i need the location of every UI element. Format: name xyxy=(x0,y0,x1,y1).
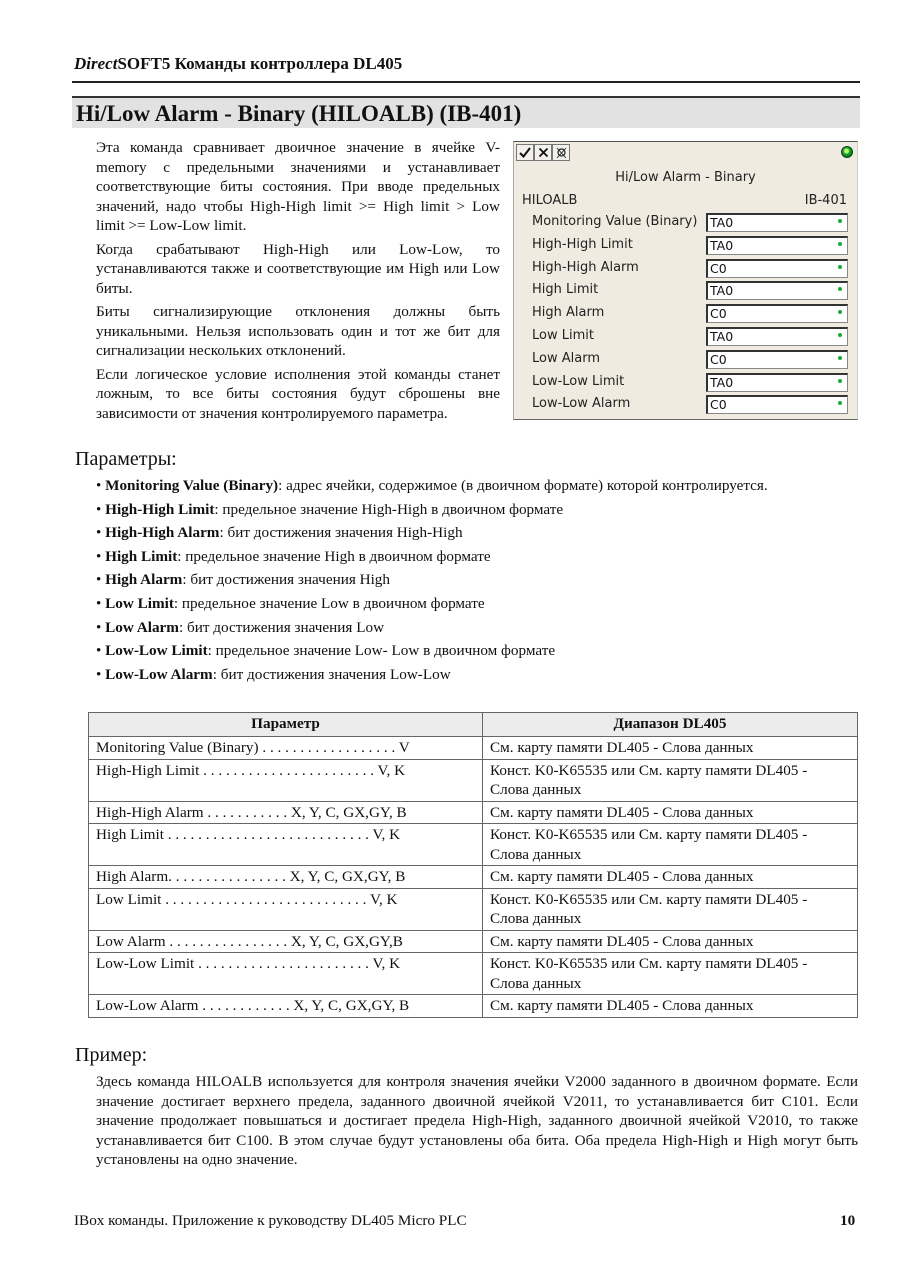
field-value: C0 xyxy=(710,397,727,413)
field-value: C0 xyxy=(710,306,727,322)
param-cell xyxy=(89,759,483,801)
field-label: Low Limit xyxy=(532,327,594,343)
param-item: • Monitoring Value (Binary): адрес ячейки, содержимое (в двоичном формате) которой контролируется. xyxy=(96,477,768,494)
valid-dot-icon xyxy=(838,265,842,269)
section-title: Hi/Low Alarm - Binary (HILOALB) (IB-401) xyxy=(72,98,860,128)
valid-dot-icon xyxy=(838,401,842,405)
header-brand-rest: SOFT5 Команды контроллера DL405 xyxy=(117,54,403,73)
param-item: • High Limit: предельное значение High в двоичном формате xyxy=(96,547,491,565)
intro-paragraph: Биты сигнализирующие отклонения должны быть уникальными. Нельзя использовать один и тот же бит для сигнализации нескольких отклонений. xyxy=(96,303,500,359)
table-row xyxy=(89,995,858,1018)
intro-paragraph: Когда срабатывают High-High или Low-Low, то устанавливаются также и соответствующие им High или Low биты. xyxy=(96,240,500,297)
page-footer: IBox команды. Приложение к руководству DL405 Micro PLC xyxy=(74,1212,467,1229)
param-desc: : предельное значение High в двоичном формате xyxy=(177,547,491,565)
valid-dot-icon xyxy=(838,242,842,246)
range-cell: Конст. K0-K65535 или См. карту памяти DL405 - Слова данных xyxy=(483,824,858,866)
param-desc: : бит достижения значения High xyxy=(182,571,390,589)
field-row-low-limit xyxy=(514,325,857,348)
help-button[interactable] xyxy=(552,144,570,161)
param-name: High Alarm. xyxy=(96,868,172,885)
param-name: Low Limit xyxy=(105,594,174,612)
range-cell: См. карту памяти DL405 - Слова данных xyxy=(483,737,858,760)
param-name: High-High Limit xyxy=(96,761,200,779)
range-cell: См. карту памяти DL405 - Слова данных xyxy=(483,995,858,1018)
range-cell: См. карту памяти DL405 - Слова данных xyxy=(483,801,858,824)
low-limit-input[interactable] xyxy=(706,327,848,346)
param-name: Low-Low Limit xyxy=(96,955,195,972)
param-name: High Limit xyxy=(105,547,178,565)
leader-dots: . . . . . . . . . . . . . . . . . . . . . . . . . . . xyxy=(163,826,373,843)
param-cell xyxy=(89,930,483,953)
param-item: • High-High Limit: предельное значение High-High в двоичном формате xyxy=(96,500,564,518)
field-label: Low-Low Limit xyxy=(532,373,625,389)
param-name: Low-Low Limit xyxy=(105,642,208,660)
example-text: Здесь команда HILOALB используется для контроля значения ячейки V2000 заданного в двоичном формате. Если значение достигает верхнего предела, заданного двоичной ячейкой V2011, то устанавливается бит C101. Если значение продолжает повышаться и достигает предела High-High, заданного двоичной ячейкой V2010, то также устанавливается бит C100. В этом случае будут установлены оба бита. Оба предела High-High и High могут быть установлены на одно значение. xyxy=(96,1073,858,1168)
valid-dot-icon xyxy=(838,356,842,360)
param-name: Monitoring Value (Binary) xyxy=(105,477,279,494)
param-desc: : бит достижения значения Low-Low xyxy=(212,665,451,683)
dialog-toolbar xyxy=(516,144,570,161)
param-item: • Low-Low Limit: предельное значение Low- Low в двоичном формате xyxy=(96,642,556,660)
field-row-low-alarm xyxy=(514,348,857,371)
field-value: TA0 xyxy=(710,237,734,253)
param-name: Low-Low Alarm xyxy=(105,665,213,683)
leader-dots: . . . . . . . . . . . . . . . . . . . . . . . xyxy=(194,955,373,972)
param-cell xyxy=(89,824,483,866)
check-icon xyxy=(519,147,531,158)
dialog-title: Hi/Low Alarm - Binary xyxy=(615,170,756,185)
param-types: X, Y, C, GX,GY, B xyxy=(293,997,410,1014)
param-types: X, Y, C, GX,GY, B xyxy=(290,803,407,821)
param-cell xyxy=(89,953,483,995)
intro-paragraph: Эта команда сравнивает двоичное значение в ячейке V-memory с предельными значениями и устанавливает соответствующие биты состояния. При вводе предельных значений, надо чтобы High-High limit >= High limit > Low limit >= Low-Low limit. xyxy=(96,139,500,234)
param-cell xyxy=(89,888,483,930)
table-row xyxy=(89,866,858,889)
table-row xyxy=(89,801,858,824)
param-desc: : предельное значение Low в двоичном формате xyxy=(173,594,485,612)
high-high-alarm-input[interactable] xyxy=(706,259,848,278)
table-row xyxy=(89,888,858,930)
param-item: • Low-Low Alarm: бит достижения значения Low-Low xyxy=(96,665,451,683)
field-row-low-low-limit xyxy=(514,371,857,394)
header-range: Диапазон DL405 xyxy=(483,713,858,737)
param-name: Low Alarm xyxy=(96,932,166,950)
field-label: High Limit xyxy=(532,282,599,298)
field-label: High-High Limit xyxy=(532,236,633,252)
field-value: TA0 xyxy=(710,328,734,344)
param-name: High-High Limit xyxy=(105,500,215,518)
field-row-high-high-alarm xyxy=(514,257,857,280)
valid-dot-icon xyxy=(838,219,842,223)
leader-dots: . . . . . . . . . . . . . . . . . . xyxy=(258,739,399,756)
field-label: High Alarm xyxy=(532,305,605,321)
param-name: High-High Alarm xyxy=(96,803,204,821)
table-row xyxy=(89,759,858,801)
valid-dot-icon xyxy=(838,379,842,383)
high-limit-input[interactable] xyxy=(706,281,848,300)
leader-dots: . . . . . . . . . . . . . . . . . . . . . . . xyxy=(199,761,378,779)
leader-dots: . . . . . . . . . . . . xyxy=(198,997,294,1014)
valid-dot-icon xyxy=(838,310,842,314)
field-row-high-alarm xyxy=(514,302,857,325)
x-icon xyxy=(538,147,549,158)
header-param: Параметр xyxy=(89,713,483,737)
intro-text xyxy=(96,138,500,427)
low-low-alarm-input[interactable] xyxy=(706,395,848,414)
param-types: V, K xyxy=(372,826,401,843)
header-brand-italic: Direct xyxy=(74,54,118,73)
field-row-high-limit xyxy=(514,279,857,302)
low-alarm-input[interactable] xyxy=(706,350,848,369)
instruction-mnemonic: HILOALB xyxy=(522,193,578,208)
param-item: • Low Limit: предельное значение Low в двоичном формате xyxy=(96,594,485,612)
leader-dots: . . . . . . . . . . . . . . . xyxy=(171,868,290,885)
param-types: X, Y, C, GX,GY,B xyxy=(290,932,403,950)
range-cell: См. карту памяти DL405 - Слова данных xyxy=(483,866,858,889)
param-cell xyxy=(89,801,483,824)
monitoring-value-input[interactable] xyxy=(706,213,848,232)
range-cell: Конст. K0-K65535 или См. карту памяти DL405 - Слова данных xyxy=(483,888,858,930)
range-cell: Конст. K0-K65535 или См. карту памяти DL405 - Слова данных xyxy=(483,759,858,801)
param-name: Low Alarm xyxy=(105,618,179,636)
param-item: • Low Alarm: бит достижения значения Low xyxy=(96,618,385,636)
intro-paragraph: Если логическое условие исполнения этой команды станет ложным, то все биты состояния будут сброшены вне зависимости от значения контролируемого параметра. xyxy=(96,365,500,422)
field-label: Low Alarm xyxy=(532,350,600,366)
table-row xyxy=(89,953,858,995)
param-name: Low Limit xyxy=(96,890,162,908)
field-row-high-high-limit xyxy=(514,234,857,257)
running-header xyxy=(74,54,402,74)
param-types: V, K xyxy=(369,890,398,908)
leader-dots: . . . . . . . . . . . xyxy=(203,803,291,821)
param-types: V, K xyxy=(372,955,401,972)
page-number: 10 xyxy=(840,1212,856,1229)
table-row xyxy=(89,824,858,866)
field-value: TA0 xyxy=(710,215,734,230)
param-desc: : предельное значение High-High в двоичном формате xyxy=(214,500,564,518)
instruction-code: IB-401 xyxy=(804,193,847,208)
param-desc: : предельное значение Low- Low в двоичном формате xyxy=(207,642,556,660)
example-heading: Пример: xyxy=(75,1044,148,1066)
param-name: High Alarm xyxy=(105,571,183,589)
range-table xyxy=(88,712,858,1018)
param-item: • High Alarm: бит достижения значения High xyxy=(96,571,390,589)
low-low-limit-input[interactable] xyxy=(706,373,848,392)
field-value: C0 xyxy=(710,351,727,367)
dialog-fields xyxy=(514,211,857,416)
param-name: Monitoring Value (Binary) xyxy=(96,739,259,756)
field-value: C0 xyxy=(710,260,727,276)
status-indicator-icon xyxy=(841,146,853,158)
valid-dot-icon xyxy=(838,333,842,337)
help-icon xyxy=(555,147,568,159)
ibox-dialog xyxy=(513,141,858,420)
ok-button[interactable] xyxy=(516,144,534,161)
param-cell xyxy=(89,737,483,760)
table-row xyxy=(89,930,858,953)
field-value: TA0 xyxy=(710,374,734,390)
field-label: Low-Low Alarm xyxy=(532,396,631,412)
field-row-low-low-alarm xyxy=(514,393,857,416)
table-header-row xyxy=(89,713,858,737)
param-desc: : бит достижения значения Low xyxy=(178,618,385,636)
field-label: High-High Alarm xyxy=(532,259,639,275)
param-cell xyxy=(89,995,483,1018)
param-name: Low-Low Alarm xyxy=(96,997,199,1014)
header-rule xyxy=(72,81,860,83)
param-name: High-High Alarm xyxy=(105,524,220,542)
high-high-limit-input[interactable] xyxy=(706,236,848,255)
param-types: X, Y, C, GX,GY, B xyxy=(289,868,406,885)
field-row-monitoring-value xyxy=(514,211,857,234)
params-heading: Параметры: xyxy=(75,448,177,470)
param-item: • High-High Alarm: бит достижения значения High-High xyxy=(96,524,463,542)
field-value: TA0 xyxy=(710,283,734,299)
param-name: High Limit xyxy=(96,826,164,843)
field-label: Monitoring Value (Binary) xyxy=(532,214,698,229)
leader-dots: . . . . . . . . . . . . . . . . xyxy=(165,932,291,950)
param-desc: : адрес ячейки, содержимое (в двоичном формате) которой контролируется. xyxy=(278,477,768,494)
param-cell xyxy=(89,866,483,889)
param-types: V xyxy=(398,739,410,756)
valid-dot-icon xyxy=(838,287,842,291)
param-types: V, K xyxy=(377,761,406,779)
cancel-button[interactable] xyxy=(534,144,552,161)
leader-dots: . . . . . . . . . . . . . . . . . . . . . . . . . . . xyxy=(161,890,370,908)
range-cell: Конст. K0-K65535 или См. карту памяти DL405 - Слова данных xyxy=(483,953,858,995)
params-list xyxy=(96,476,866,688)
range-cell: См. карту памяти DL405 - Слова данных xyxy=(483,930,858,953)
param-desc: : бит достижения значения High-High xyxy=(219,524,463,542)
high-alarm-input[interactable] xyxy=(706,304,848,323)
table-row xyxy=(89,737,858,760)
